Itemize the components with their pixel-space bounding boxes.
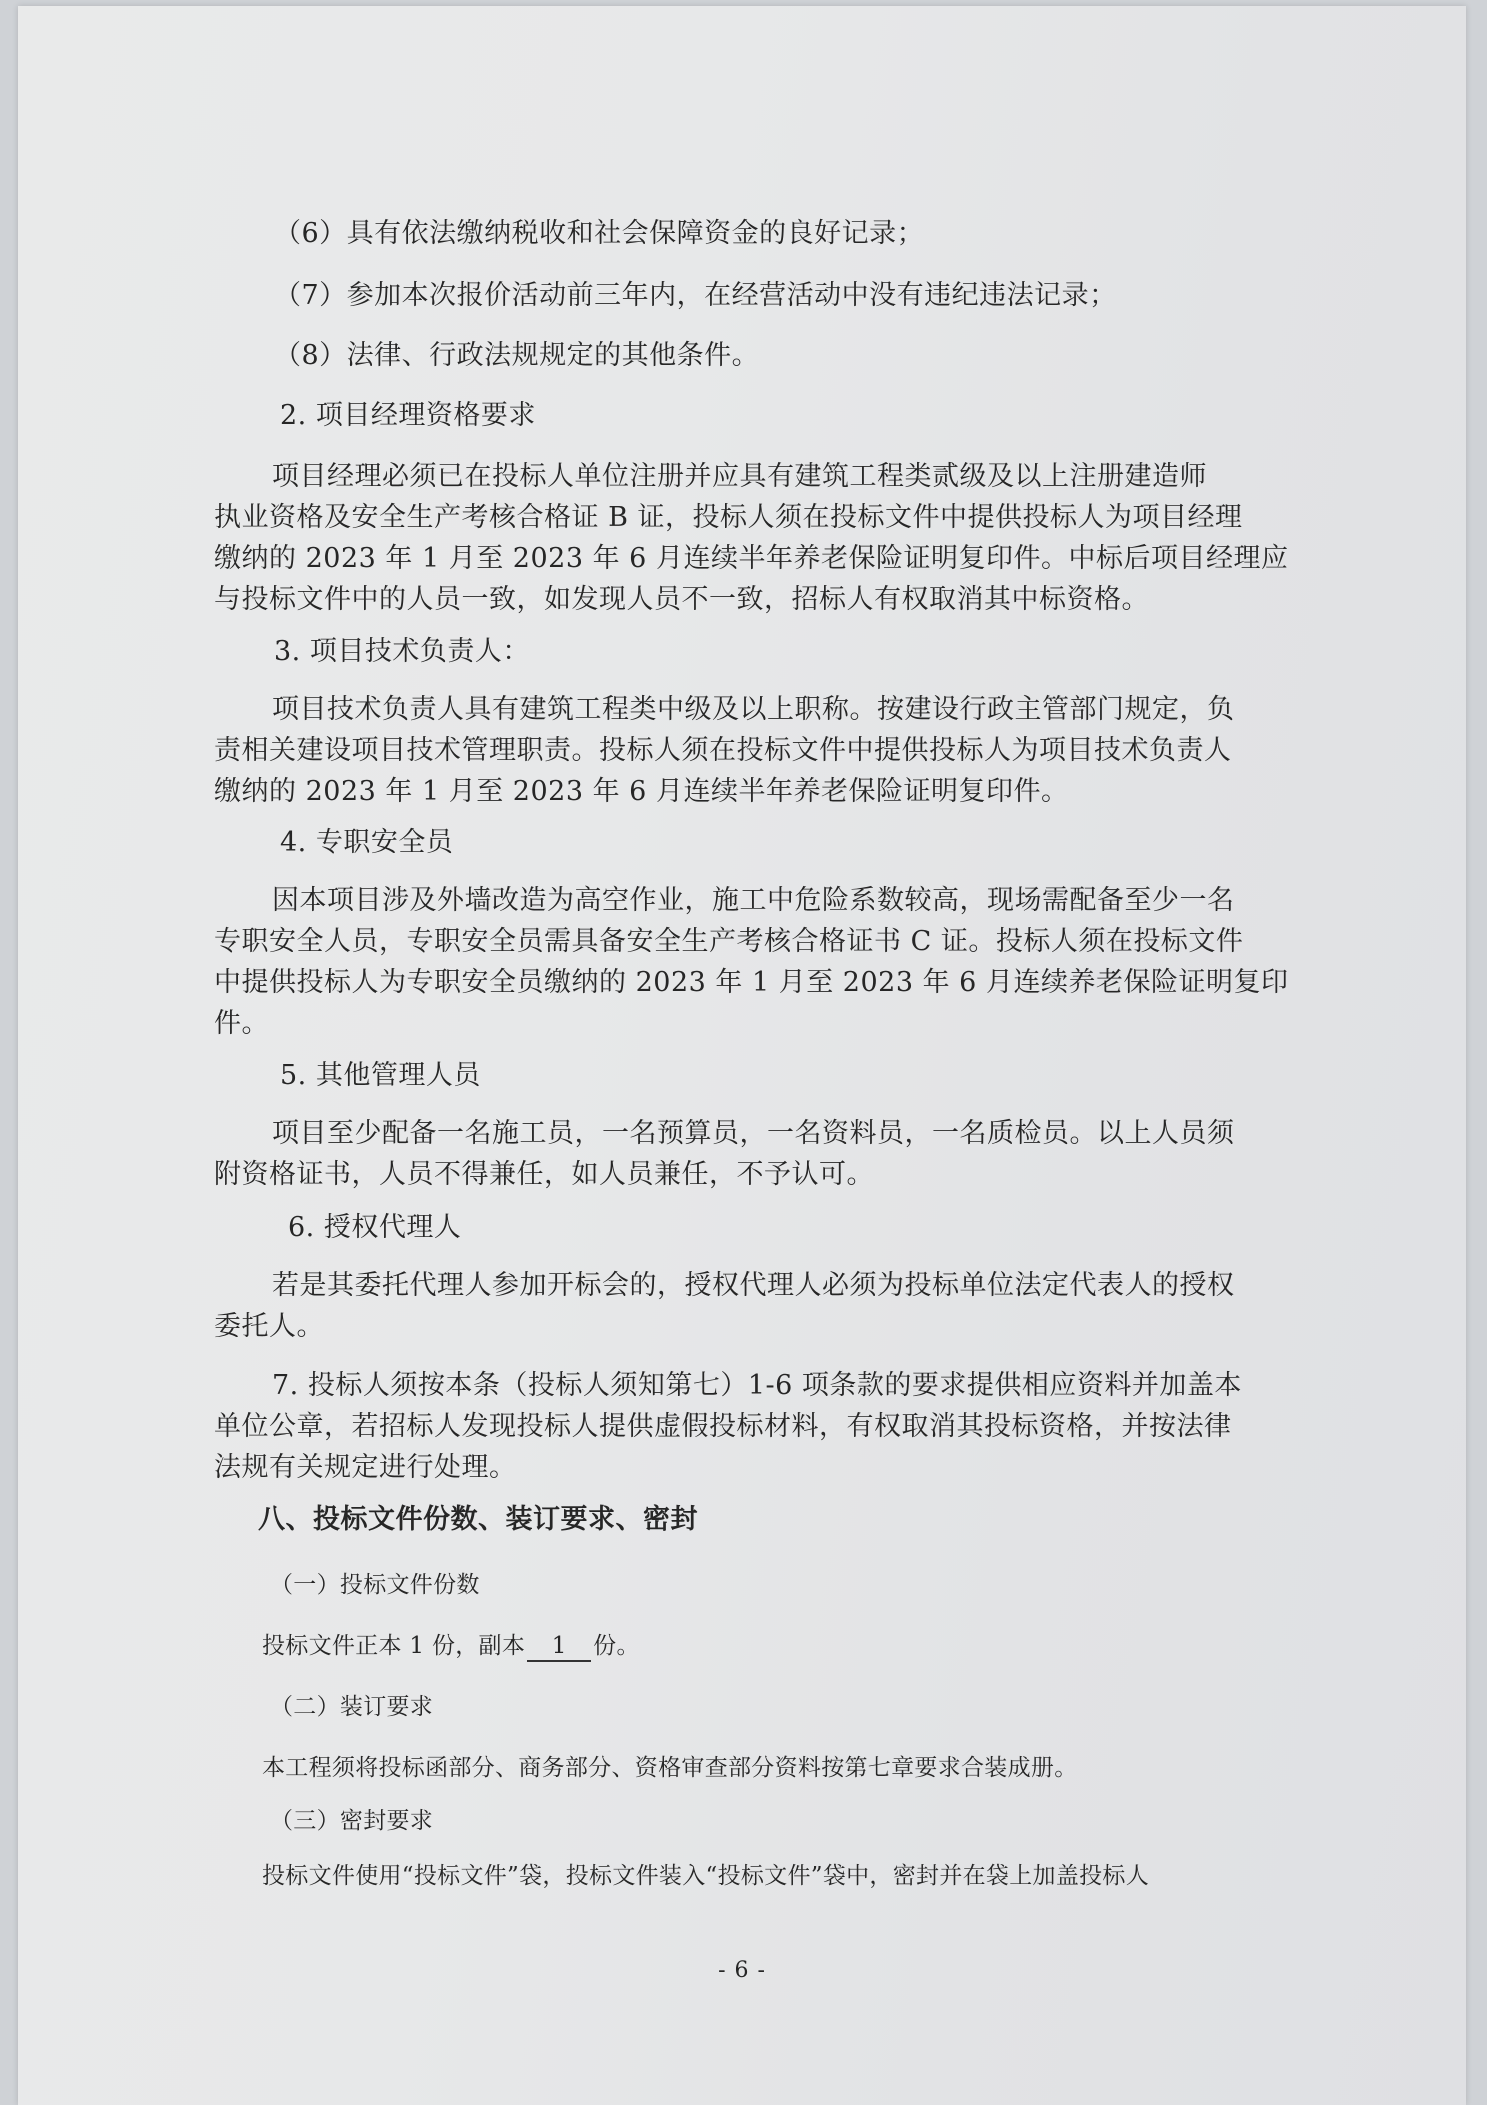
- section-4-line: 专职安全人员，专职安全员需具备安全生产考核合格证书 C 证。投标人须在投标文件: [214, 926, 1244, 957]
- seal-text: 投标文件使用“投标文件”袋，投标文件装入“投标文件”袋中，密封并在袋上加盖投标人: [262, 1863, 1150, 1889]
- subsection-2-heading: （二）装订要求: [270, 1694, 434, 1720]
- section-3-line: 项目技术负责人具有建筑工程类中级及以上职称。按建设行政主管部门规定，负: [272, 694, 1235, 725]
- section-2-line: 缴纳的 2023 年 1 月至 2023 年 6 月连续半年养老保险证明复印件。中标后项目经理应: [214, 543, 1289, 574]
- page-number: - 6 -: [718, 1958, 766, 1983]
- section-4-line: 中提供投标人为专职安全员缴纳的 2023 年 1 月至 2023 年 6 月连续养老保险证明复印: [214, 967, 1289, 998]
- copies-text-end: 份。: [593, 1633, 640, 1659]
- section-4-line: 因本项目涉及外墙改造为高空作业，施工中危险系数较高，现场需配备至少一名: [272, 885, 1235, 916]
- section-2-line: 执业资格及安全生产考核合格证 B 证，投标人须在投标文件中提供投标人为项目经理: [214, 502, 1243, 533]
- section-7-line: 法规有关规定进行处理。: [214, 1452, 517, 1483]
- section-5-heading: 5. 其他管理人员: [280, 1060, 481, 1091]
- section-7-line: 7. 投标人须按本条（投标人须知第七）1-6 项条款的要求提供相应资料并加盖本: [272, 1370, 1242, 1401]
- copies-text: 投标文件正本 1 份，副本: [262, 1633, 526, 1659]
- binding-text: 本工程须将投标函部分、商务部分、资格审查部分资料按第七章要求合装成册。: [262, 1755, 1078, 1781]
- section-4-line: 件。: [214, 1008, 269, 1039]
- section-4-heading: 4. 专职安全员: [280, 827, 454, 858]
- section-5-line: 项目至少配备一名施工员，一名预算员，一名资料员，一名质检员。以上人员须: [272, 1118, 1235, 1149]
- section-3-line: 缴纳的 2023 年 1 月至 2023 年 6 月连续半年养老保险证明复印件。: [214, 776, 1069, 807]
- subsection-1-heading: （一）投标文件份数: [270, 1572, 480, 1598]
- section-5-line: 附资格证书，人员不得兼任，如人员兼任，不予认可。: [214, 1159, 874, 1190]
- subsection-3-heading: （三）密封要求: [270, 1808, 434, 1834]
- section-6-line: 若是其委托代理人参加开标会的，授权代理人必须为投标单位法定代表人的授权: [272, 1270, 1235, 1301]
- copies-line: [262, 1626, 640, 1666]
- section-6-line: 委托人。: [214, 1311, 324, 1342]
- section-2-heading: 2. 项目经理资格要求: [280, 400, 536, 431]
- chapter-8-heading: 八、投标文件份数、装订要求、密封: [258, 1504, 698, 1535]
- item-8: （8）法律、行政法规规定的其他条件。: [274, 340, 760, 371]
- document-page: [18, 6, 1466, 2105]
- section-3-line: 责相关建设项目技术管理职责。投标人须在投标文件中提供投标人为项目技术负责人: [214, 735, 1232, 766]
- section-3-heading: 3. 项目技术负责人：: [274, 636, 530, 667]
- section-2-line: 项目经理必须已在投标人单位注册并应具有建筑工程类贰级及以上注册建造师: [272, 461, 1207, 492]
- section-2-line: 与投标文件中的人员一致，如发现人员不一致，招标人有权取消其中标资格。: [214, 584, 1149, 615]
- copies-blank: 1: [527, 1632, 591, 1662]
- section-7-line: 单位公章，若招标人发现投标人提供虚假投标材料，有权取消其投标资格，并按法律: [214, 1411, 1232, 1442]
- section-6-heading: 6. 授权代理人: [288, 1212, 462, 1243]
- item-7: （7）参加本次报价活动前三年内，在经营活动中没有违纪违法记录；: [274, 280, 1117, 311]
- item-6: （6）具有依法缴纳税收和社会保障资金的良好记录；: [274, 218, 925, 249]
